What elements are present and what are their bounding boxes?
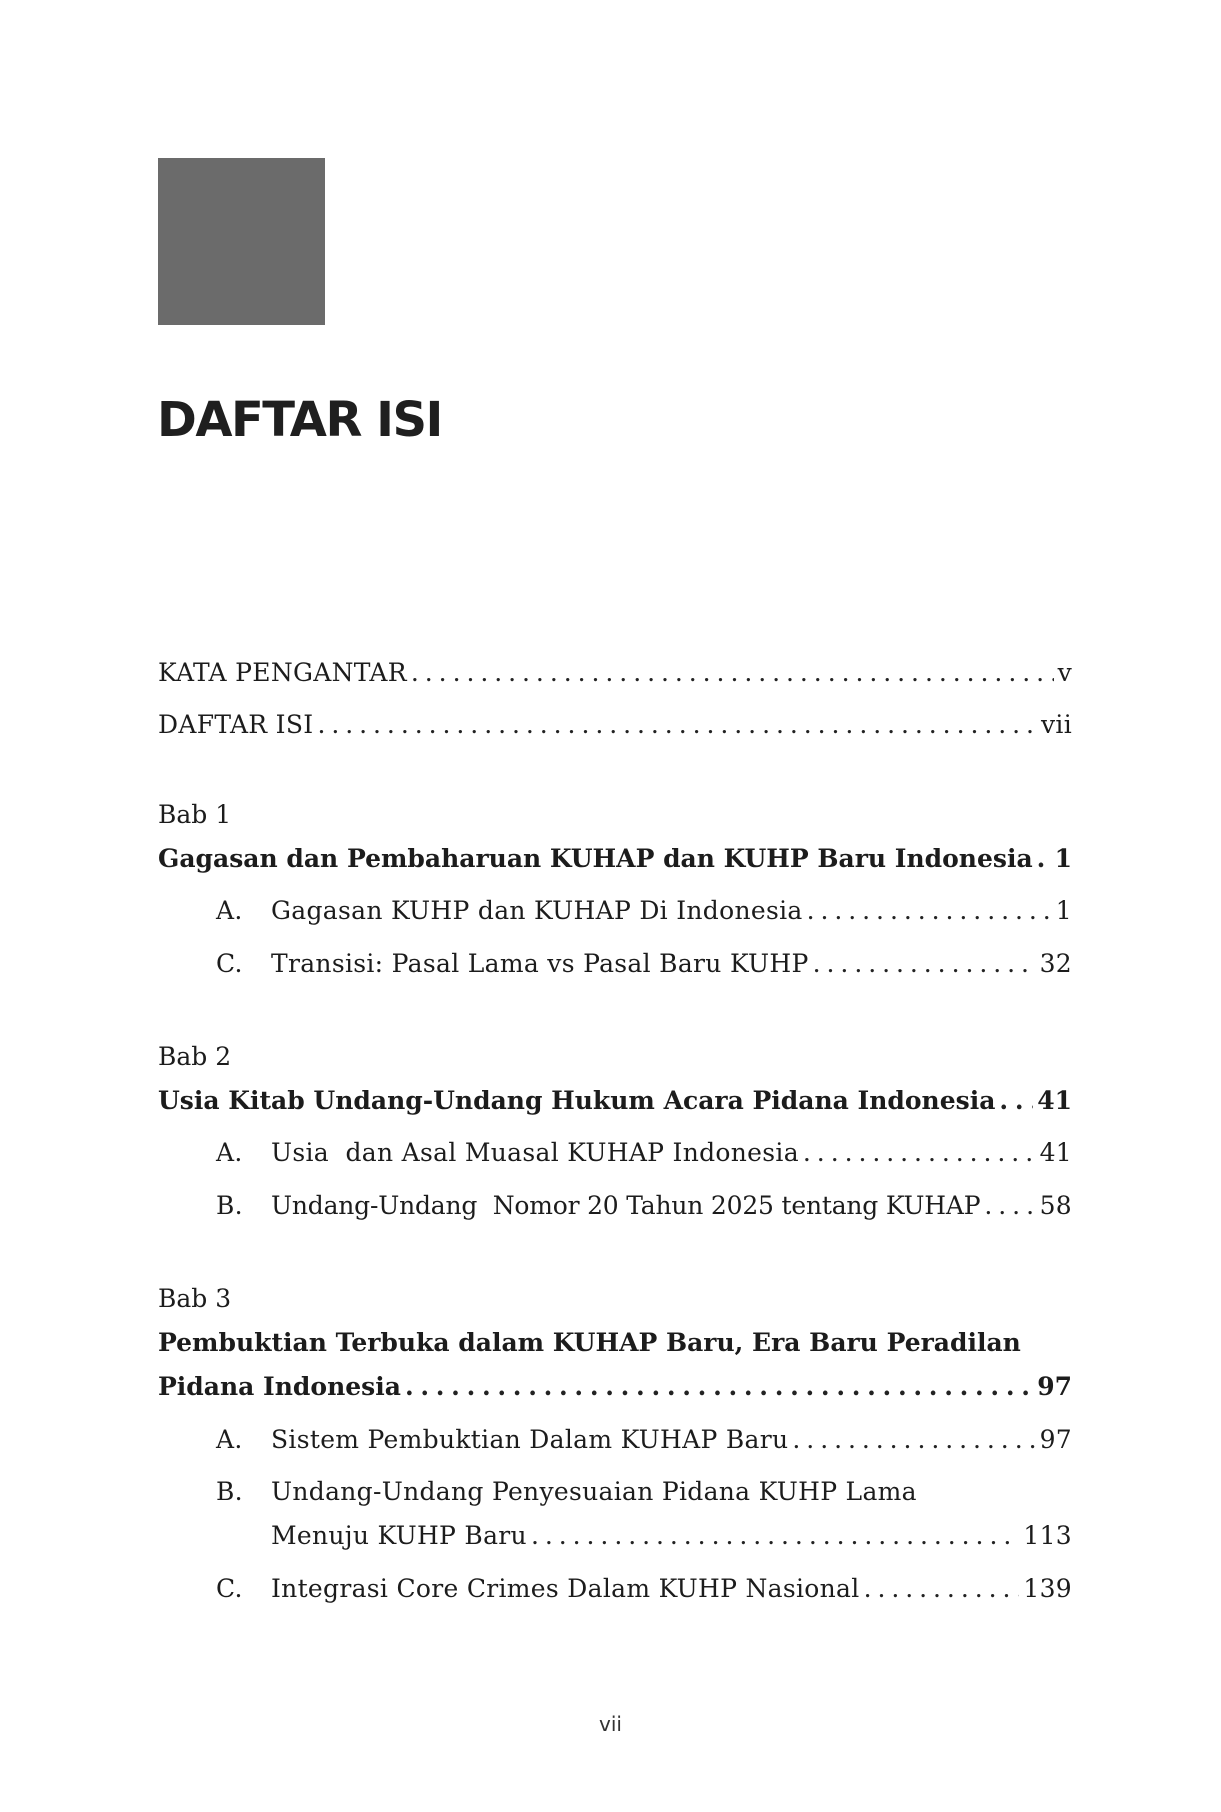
toc-entry-daftar-isi[interactable] (158, 712, 1072, 737)
chapter-label: Bab 2 (158, 1042, 232, 1071)
chapter-label: Bab 3 (158, 1284, 232, 1313)
toc-section-3b-line1[interactable] (216, 1479, 1072, 1504)
section-page: 1 (1055, 896, 1072, 925)
section-letter: C. (216, 949, 243, 978)
section-title: Undang-Undang Nomor 20 Tahun 2025 tentang KUHAP (271, 1191, 981, 1220)
dot-leader (792, 1427, 1035, 1452)
chapter-page: 41 (1037, 1086, 1072, 1115)
section-title: Integrasi Core Crimes Dalam KUHP Nasional (271, 1574, 860, 1603)
chapter-label: Bab 1 (158, 800, 232, 829)
section-title: Sistem Pembuktian Dalam KUHAP Baru (271, 1425, 789, 1454)
dot-leader (803, 1140, 1036, 1165)
dot-leader (999, 1088, 1033, 1113)
dot-leader (531, 1523, 1019, 1548)
section-title: Usia dan Asal Muasal KUHAP Indonesia (271, 1138, 799, 1167)
toc-entry-page: vii (1040, 710, 1072, 739)
section-page: 113 (1023, 1521, 1072, 1550)
section-page: 32 (1039, 949, 1072, 978)
chapter-page: 97 (1037, 1372, 1072, 1401)
page-number: vii (599, 1712, 622, 1736)
toc-chapter-1[interactable] (158, 846, 1072, 871)
page-title: DAFTAR ISI (157, 392, 442, 448)
dot-leader (984, 1193, 1035, 1218)
chapter-title: Usia Kitab Undang-Undang Hukum Acara Pidana Indonesia (158, 1086, 996, 1115)
toc-section-3a[interactable] (216, 1427, 1072, 1452)
section-letter: A. (216, 896, 243, 925)
section-page: 41 (1039, 1138, 1072, 1167)
toc-chapter-3[interactable] (158, 1374, 1072, 1399)
section-letter: A. (216, 1425, 243, 1454)
dot-leader (317, 712, 1037, 737)
toc-section-2b[interactable] (216, 1193, 1072, 1218)
section-letter: B. (216, 1477, 243, 1506)
section-letter: A. (216, 1138, 243, 1167)
dot-leader (405, 1374, 1033, 1399)
section-page: 58 (1039, 1191, 1072, 1220)
table-of-contents (158, 0, 1072, 1700)
chapter-title-line: Pembuktian Terbuka dalam KUHAP Baru, Era Baru Peradilan (158, 1328, 1021, 1357)
toc-section-1a[interactable] (216, 898, 1072, 923)
section-letter: C. (216, 1574, 243, 1603)
toc-section-2a[interactable] (216, 1140, 1072, 1165)
dot-leader (411, 660, 1054, 685)
chapter-title: Gagasan dan Pembaharuan KUHAP dan KUHP Baru Indonesia (158, 844, 1033, 873)
toc-entry-page: v (1057, 658, 1072, 687)
toc-entry-title: KATA PENGANTAR (158, 658, 407, 687)
section-title: Gagasan KUHP dan KUHAP Di Indonesia (271, 896, 803, 925)
chapter-page: 1 (1054, 844, 1072, 873)
chapter-title: Pidana Indonesia (158, 1372, 401, 1401)
dot-leader (813, 951, 1036, 976)
section-title: Undang-Undang Penyesuaian Pidana KUHP Lama (271, 1477, 917, 1506)
toc-section-3b[interactable] (271, 1523, 1072, 1548)
toc-entry-title: DAFTAR ISI (158, 710, 314, 739)
toc-chapter-2[interactable] (158, 1088, 1072, 1113)
section-title: Transisi: Pasal Lama vs Pasal Baru KUHP (271, 949, 809, 978)
section-page: 139 (1023, 1574, 1072, 1603)
section-title: Menuju KUHP Baru (271, 1521, 527, 1550)
section-letter: B. (216, 1191, 243, 1220)
dot-leader (807, 898, 1052, 923)
toc-section-3c[interactable] (216, 1576, 1072, 1601)
section-page: 97 (1039, 1425, 1072, 1454)
toc-section-1c[interactable] (216, 951, 1072, 976)
toc-entry-kata-pengantar[interactable] (158, 660, 1072, 685)
dot-leader (864, 1576, 1020, 1601)
dot-leader (1037, 846, 1051, 871)
